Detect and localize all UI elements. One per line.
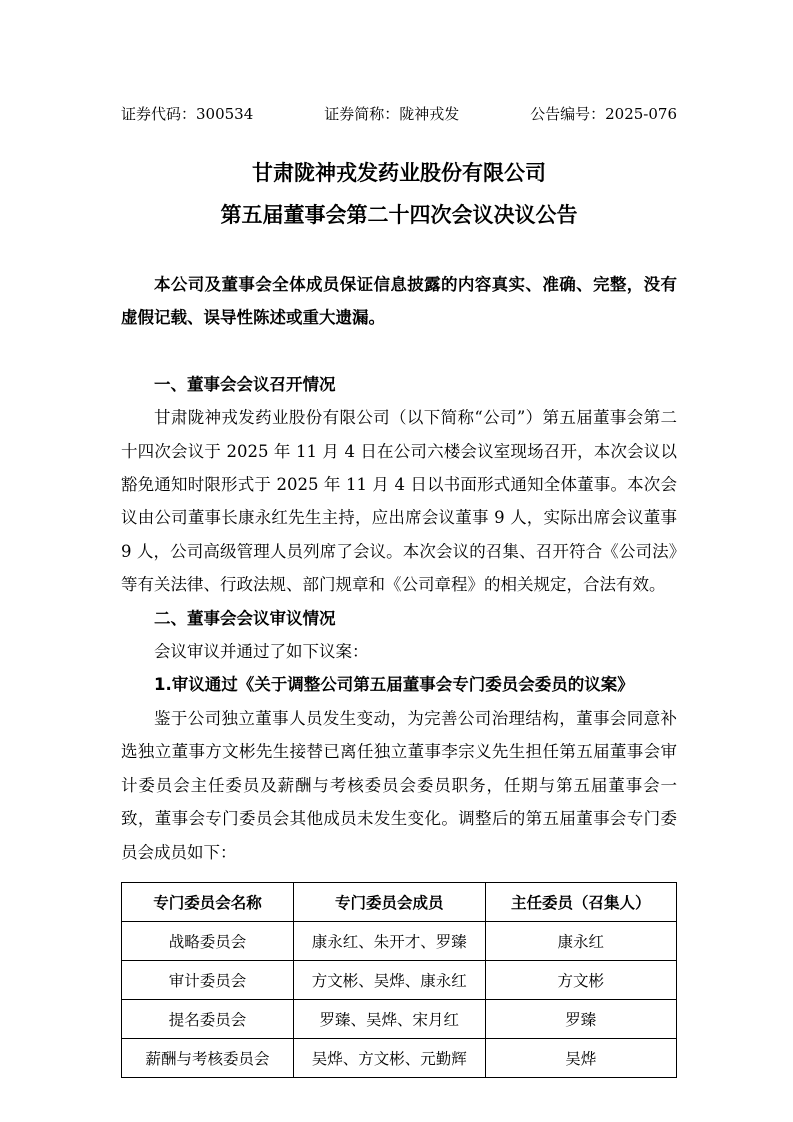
proposal-1-heading: 1.审议通过《关于调整公司第五届董事会专门委员会委员的议案》 <box>154 675 634 695</box>
committee-chair-cell: 康永红 <box>485 921 676 960</box>
truthfulness-declaration: 本公司及董事会全体成员保证信息披露的内容真实、准确、完整，没有虚假记载、误导性陈述或重大遗漏。 <box>121 275 677 328</box>
section-1-heading: 一、董事会会议召开情况 <box>154 374 336 394</box>
committee-chair-cell: 吴烨 <box>485 1038 676 1077</box>
committee-members-header: 专门委员会成员 <box>294 882 485 921</box>
section-2-paragraph: 会议审议并通过了如下议案： <box>154 642 369 662</box>
committee-name-header: 专门委员会名称 <box>122 882 294 921</box>
committee-name-cell: 提名委员会 <box>122 999 294 1038</box>
committee-name-cell: 审计委员会 <box>122 960 294 999</box>
committee-members-cell: 康永红、朱开才、罗臻 <box>294 921 485 960</box>
committee-members-cell: 方文彬、吴烨、康永红 <box>294 960 485 999</box>
committee-chair-header: 主任委员（召集人） <box>485 882 676 921</box>
section-2-heading: 二、董事会会议审议情况 <box>154 608 336 628</box>
committee-chair-cell: 罗臻 <box>485 999 676 1038</box>
meeting-resolution-title: 第五届董事会第二十四次会议决议公告 <box>220 203 578 227</box>
table-header-row <box>122 882 677 921</box>
committee-chair-cell: 方文彬 <box>485 960 676 999</box>
company-name-title: 甘肃陇神戎发药业股份有限公司 <box>252 161 546 185</box>
table-row <box>122 960 677 999</box>
table-row <box>122 1038 677 1077</box>
section-1-paragraph: 甘肃陇神戎发药业股份有限公司（以下简称“公司”）第五届董事会第二十四次会议于 2025 年 11 月 4 日在公司六楼会议室现场召开，本次会议以豁免通知时限形式于 2025 年 11 月 4 日以书面形式通知全体董事。本次会议由公司董事长康永红先生主持，应出席会议董事 9 人，实际出席会议董事 9 人，公司高级管理人员列席了会议。本次会议的召集、召开符合《公司法》等有关法律、行政法规、部门规章和《公司章程》的相关规定，合法有效。 <box>121 408 677 595</box>
table-row <box>122 999 677 1038</box>
securities-header-row <box>121 103 677 124</box>
announcement-number-label: 公告编号：2025-076 <box>530 105 677 123</box>
committee-name-cell: 战略委员会 <box>122 921 294 960</box>
stock-code-label: 证券代码：300534 <box>121 105 254 123</box>
committee-members-table <box>121 882 677 1078</box>
table-row <box>122 921 677 960</box>
stock-abbreviation-label: 证券简称：陇神戎发 <box>324 105 460 123</box>
committee-members-cell: 罗臻、吴烨、宋月红 <box>294 999 485 1038</box>
committee-members-cell: 吴烨、方文彬、元勤辉 <box>294 1038 485 1077</box>
committee-name-cell: 薪酬与考核委员会 <box>122 1038 294 1077</box>
proposal-1-paragraph: 鉴于公司独立董事人员发生变动，为完善公司治理结构，董事会同意补选独立董事方文彬先生接替已离任独立董事李宗义先生担任第五届董事会审计委员会主任委员及薪酬与考核委员会委员职务，任期与第五届董事会一致，董事会专门委员会其他成员未发生变化。调整后的第五届董事会专门委员会成员如下： <box>121 708 677 862</box>
